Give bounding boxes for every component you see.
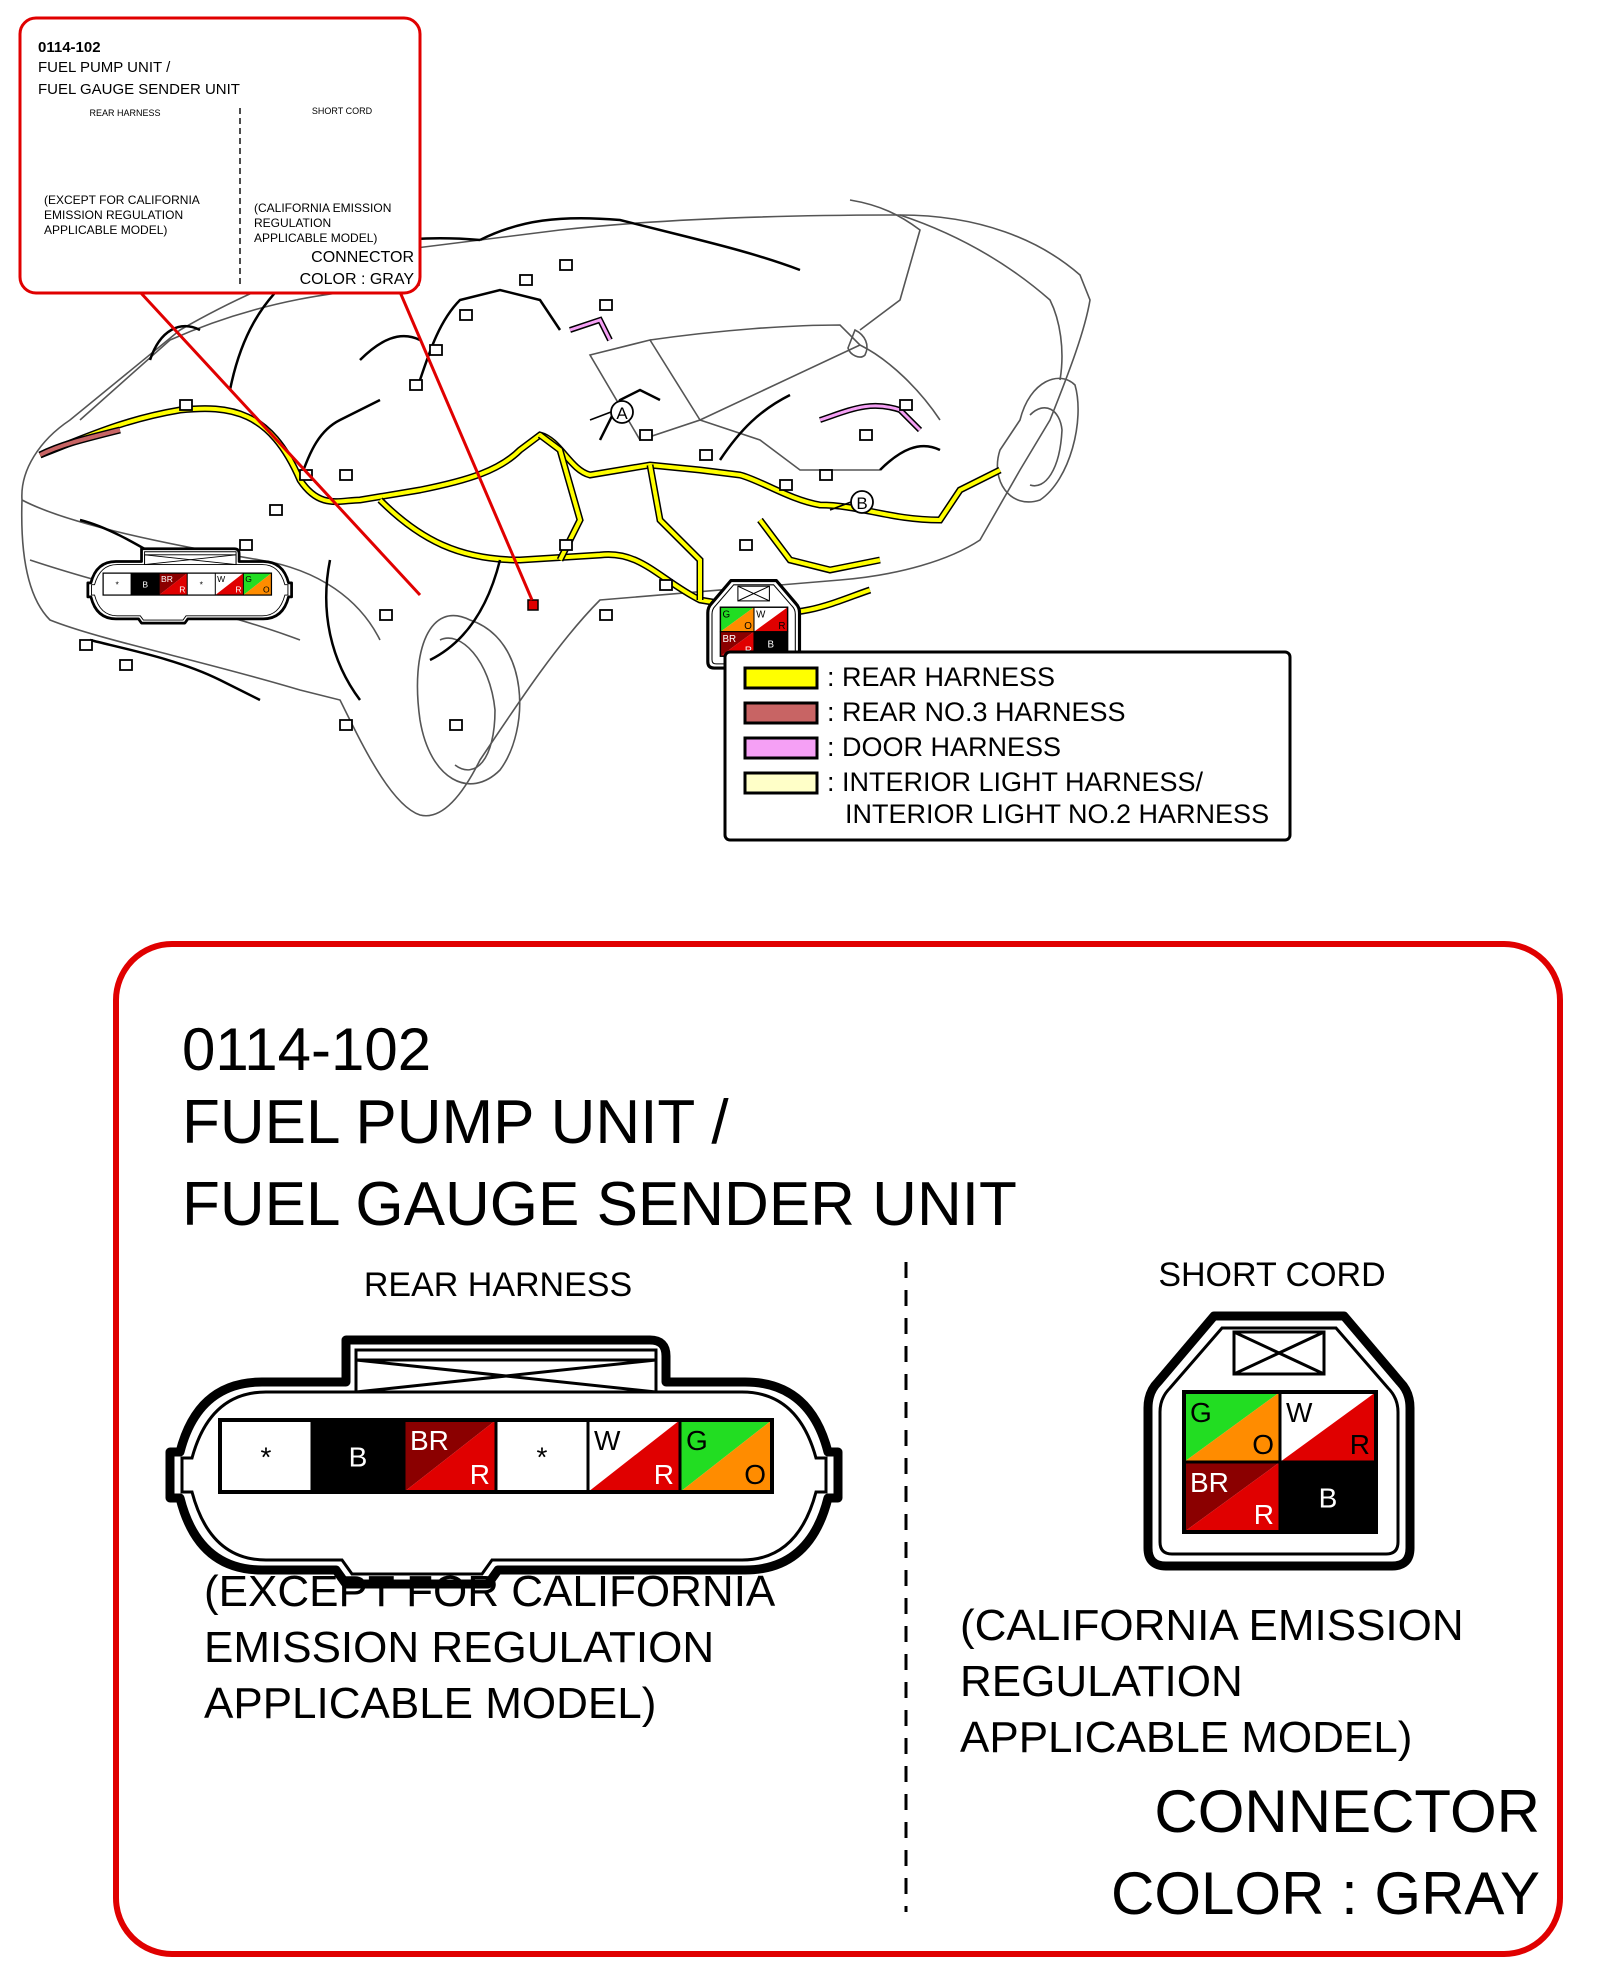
- small-left-note-1: (EXCEPT FOR CALIFORNIA: [44, 193, 200, 207]
- pin-top-label: BR: [410, 1425, 449, 1456]
- connector-label: CONNECTOR: [1154, 1778, 1540, 1845]
- small-callout-code: 0114-102: [38, 39, 101, 56]
- left-note-1: (EXCEPT FOR CALIFORNIA: [204, 1567, 776, 1616]
- large-callout: [116, 944, 1560, 1954]
- small-left-note-2: EMISSION REGULATION: [44, 208, 184, 222]
- pin-top-label: W: [594, 1425, 621, 1456]
- pin-bottom-label: R: [1349, 1429, 1370, 1460]
- legend-item: [745, 662, 1055, 692]
- legend-label: : REAR NO.3 HARNESS: [827, 697, 1126, 727]
- pin-top-label: W: [1286, 1397, 1313, 1428]
- small-callout-title-2: FUEL GAUGE SENDER UNIT: [38, 81, 240, 98]
- pin-3: [1184, 1462, 1280, 1532]
- small-rear-harness-header: REAR HARNESS: [89, 108, 161, 118]
- legend-label-2: INTERIOR LIGHT NO.2 HARNESS: [845, 799, 1270, 829]
- small-left-note-3: APPLICABLE MODEL): [44, 223, 168, 237]
- pin-label: B: [1318, 1482, 1338, 1514]
- right-note-3: APPLICABLE MODEL): [960, 1713, 1413, 1762]
- small-right-note-3: APPLICABLE MODEL): [254, 231, 378, 245]
- pin-bottom-label: R: [653, 1459, 674, 1490]
- small-right-note-2: REGULATION: [254, 216, 332, 230]
- legend-label: : REAR HARNESS: [827, 662, 1056, 692]
- legend-swatch: [745, 738, 817, 758]
- rear-harness-header: REAR HARNESS: [363, 1266, 633, 1304]
- pin-2: [312, 1420, 404, 1492]
- pin-bottom-label: O: [744, 1459, 766, 1490]
- pin-bottom-label: O: [1252, 1429, 1274, 1460]
- callout-code: 0114-102: [182, 1016, 432, 1083]
- pin-4: [496, 1420, 588, 1492]
- pin-top-label: G: [686, 1425, 708, 1456]
- small-connector-color: COLOR : GRAY: [299, 271, 414, 288]
- short-cord-header: SHORT CORD: [1158, 1256, 1386, 1294]
- small-connector-label: CONNECTOR: [311, 249, 414, 266]
- small-right-note-1: (CALIFORNIA EMISSION: [254, 201, 392, 215]
- left-note-3: APPLICABLE MODEL): [204, 1679, 657, 1728]
- marker-a-label: A: [616, 404, 628, 423]
- pin-bottom-label: R: [469, 1459, 490, 1490]
- legend-swatch: [745, 703, 817, 723]
- legend-item: [745, 697, 1126, 727]
- legend-label: : INTERIOR LIGHT HARNESS/: [827, 767, 1204, 797]
- connector-color: COLOR : GRAY: [1111, 1860, 1540, 1927]
- pin-6: [680, 1420, 772, 1492]
- legend-label: : DOOR HARNESS: [827, 732, 1062, 762]
- legend-item: [745, 732, 1061, 762]
- pin-label: *: [260, 1441, 272, 1473]
- legend-swatch: [745, 773, 817, 793]
- small-callout: [20, 18, 800, 668]
- callout-title-1: FUEL PUMP UNIT /: [182, 1088, 729, 1157]
- pin-bottom-label: R: [1253, 1499, 1274, 1530]
- pin-top-label: G: [1190, 1397, 1212, 1428]
- pin-top-label: BR: [1190, 1467, 1229, 1498]
- pin-3: [404, 1420, 496, 1492]
- small-callout-title-1: FUEL PUMP UNIT /: [38, 59, 171, 76]
- left-note-2: EMISSION REGULATION: [204, 1623, 715, 1672]
- short-cord-connector: [1148, 1316, 1410, 1566]
- pin-label: B: [348, 1441, 368, 1473]
- pin-label: *: [536, 1441, 548, 1473]
- pin-4: [1280, 1462, 1376, 1532]
- pin-2: [1280, 1392, 1376, 1462]
- pin-5: [588, 1420, 680, 1492]
- right-note-2: REGULATION: [960, 1657, 1243, 1706]
- callout-title-2: FUEL GAUGE SENDER UNIT: [182, 1170, 1017, 1239]
- pin-1: [1184, 1392, 1280, 1462]
- harness-legend: [725, 652, 1290, 840]
- marker-b-label: B: [856, 494, 868, 513]
- legend-swatch: [745, 668, 817, 688]
- pin-1: [220, 1420, 312, 1492]
- small-short-cord-header: SHORT CORD: [311, 106, 373, 116]
- right-note-1: (CALIFORNIA EMISSION: [960, 1601, 1464, 1650]
- fuel-pump-connector-location: [528, 600, 538, 610]
